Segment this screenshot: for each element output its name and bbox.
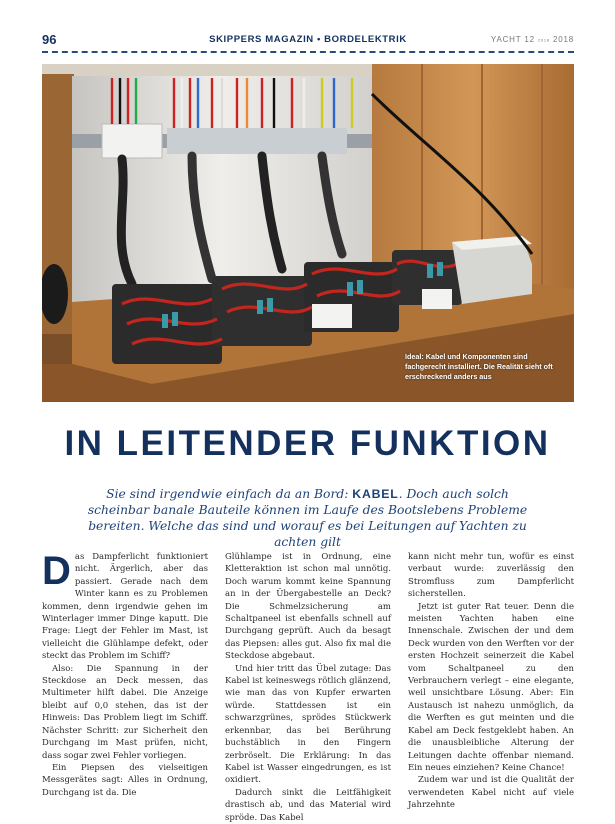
issue-prefix: YACHT 12 (490, 35, 535, 44)
lead-text-end: . Doch auch solch scheinbar banale Bauteile können im Laufe des Bootslebens Probleme bereiten. Welche das sind und worauf es bei Leitungen auf Yachten zu achten gilt (87, 487, 528, 549)
text-column-1 (42, 551, 208, 799)
paragraph: Dadurch sinkt die Leitfähigkeit drastisch ab, und das Material wird spröde. Das Kabel (225, 787, 391, 823)
article-title: IN LEITENDER FUNKTION (64, 424, 551, 463)
article-photo (42, 64, 574, 402)
page-header (42, 32, 574, 52)
lead-text-start: Sie sind irgendwie einfach da an Bord: (106, 487, 353, 501)
drop-cap: D (42, 549, 71, 593)
paragraph (42, 551, 208, 663)
issue-small-text: 2018 (537, 37, 550, 43)
header-divider (42, 51, 574, 53)
lead-keyword: KABEL (352, 487, 399, 501)
text-column-2 (225, 551, 391, 824)
paragraph-text: as Dampferlicht funktioniert nicht. Ärgerlich, aber das passiert. Gerade nach dem Winter kann es zu Problemen kommen, denn irgendwie gehen im Winterlager immer Dinge kaputt. Die Frage: Liegt der Fehler im Mast, ist vielleicht die Glühlampe defekt, oder steckt das Problem im Schiff? (42, 552, 208, 662)
article-lead (80, 486, 535, 550)
paragraph: kann nicht mehr tun, wofür es einst verbaut wurde: zuverlässig den Stromfluss zum Dampferlicht sicherstellen. (408, 552, 574, 600)
section-title: SKIPPERS MAGAZIN • BORDELEKTRIK (209, 34, 407, 45)
text-column-3 (408, 551, 574, 812)
paragraph: Ein Piepsen des vielseitigen Messgerätes sagt: Alles in Ordnung, Durchgang ist da. Die (42, 762, 208, 798)
page-number: 96 (42, 32, 57, 47)
photo-caption: Ideal: Kabel und Komponenten sind fachgerecht installiert. Die Realität sieht oft erschreckend anders aus (405, 352, 553, 381)
issue-label (491, 35, 574, 44)
issue-year: 2018 (553, 35, 574, 44)
paragraph: Also: Die Spannung in der Steckdose an Deck messen, das Multimeter hilft dabei. Die Anzeige bleibt auf 0,0 stehen, das ist der Hinweis: Das Problem liegt im Schiff. Nächster Schritt: zur Sicherheit den Durchgang im Mast prüfen, nicht, dass sogar zwei Fehler vorliegen. (42, 663, 208, 761)
paragraph: Und hier tritt das Übel zutage: Das Kabel ist keineswegs rötlich glänzend, wie man das von Kupfer erwarten würde. Stattdessen ist ein schwarzgrünes, sprödes Stückwerk erkennbar, das bei Berührung buchstäblich in den Fingern zerbröselt. Die Erklärung: In das Kabel ist Wasser eingedrungen, es ist oxidiert. (225, 663, 391, 786)
paragraph: Jetzt ist guter Rat teuer. Denn die meisten Yachten haben eine Innenschale. Zwischen der und dem Deck wurden von den Werften vor der ersten Hochzeit seinerzeit die Kabel vom Schaltpaneel zu den Verbrauchern verlegt – eine elegante, weil unsichtbare Lösung. Aber: Ein Austausch ist nahezu unmöglich, da die Werften es gut meinten und die Kabel am Deck festgeklebt haben. An die unausbleibliche Alterung der Leitungen dachte offenbar niemand. Ein neues einziehen? Keine Chance! (408, 601, 574, 773)
paragraph: Glühlampe ist in Ordnung, eine Kletteraktion ist schon mal unnötig. Doch warum kommt keine Spannung an in der Übergabestelle an Deck? Die Schmelzsicherung am Schaltpaneel ist ebenfalls schnell auf Durchgang geprüft. Auch da besagt das Piepsen: alles gut. Also fix mal die Steckdose abgebaut. (225, 552, 391, 662)
paragraph: Zudem war und ist die Qualität der verwendeten Kabel nicht auf viele Jahrzehnte (408, 775, 574, 811)
